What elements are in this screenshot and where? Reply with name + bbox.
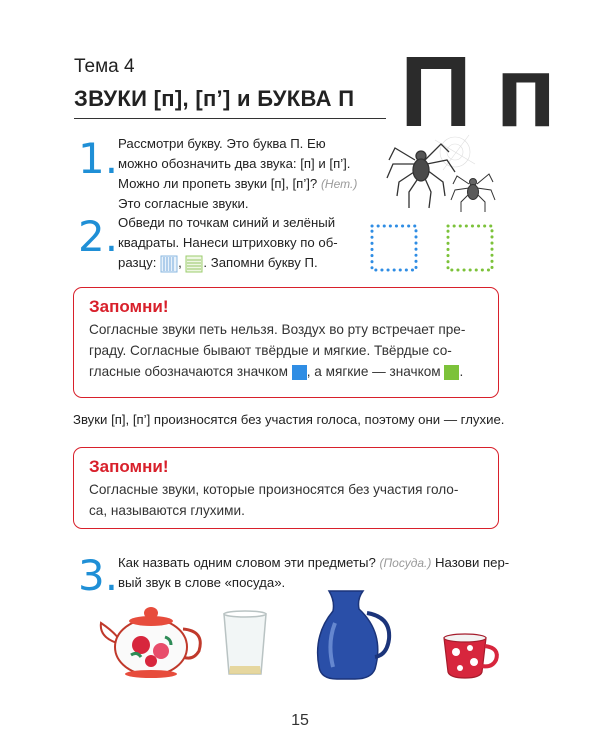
remember-2-title: Запомни! xyxy=(89,457,169,476)
remember-1-line3c: . xyxy=(459,364,464,379)
task-3-line1 xyxy=(118,553,518,573)
remember-1-line3 xyxy=(89,361,498,382)
spider-large-icon xyxy=(387,144,455,208)
task-3-line1-text: Как назвать одним словом эти предметы? xyxy=(118,555,376,570)
title-rule xyxy=(74,118,386,119)
remember-1-title: Запомни! xyxy=(89,297,169,316)
task-number-2: 2. xyxy=(78,212,119,261)
remember-1-body xyxy=(89,319,498,382)
task-3-line1-end: Назови пер- xyxy=(435,555,510,570)
task-2-line1: Обведи по точкам синий и зелёный xyxy=(118,215,336,230)
task-number-3: 3. xyxy=(78,551,119,600)
remember-1-line2: граду. Согласные бывают твёрдые и мягкие. Твёрдые со- xyxy=(89,343,452,358)
task-2-text xyxy=(118,213,368,273)
teapot-icon xyxy=(95,595,210,680)
remember-2-line1: Согласные звуки, которые произносятся без участия голо- xyxy=(89,482,459,497)
dotted-squares xyxy=(368,222,498,274)
task-1-hint: (Нет.) xyxy=(320,177,358,191)
task-1-line3-text: Можно ли пропеть звуки [п], [п’]? xyxy=(118,176,318,191)
task-2-line3: разцу: , . Запомни букву П. xyxy=(118,253,368,273)
remember-2-line2: са, называются глухими. xyxy=(89,503,245,518)
big-letters: П п xyxy=(400,36,555,148)
spiders-illustration xyxy=(385,130,520,215)
task-2-line2: квадраты. Нанеси штриховку по об- xyxy=(118,235,338,250)
soft-consonant-green-square-icon xyxy=(444,365,459,380)
dotted-green-square[interactable] xyxy=(448,226,492,270)
jug-icon xyxy=(315,583,395,683)
spider-small-icon xyxy=(451,174,495,212)
task-1-line4: Это согласные звуки. xyxy=(118,196,249,211)
task-2-line3c: Запомни букву П. xyxy=(210,255,318,270)
remember-box-1 xyxy=(73,287,499,398)
dotted-blue-square[interactable] xyxy=(372,226,416,270)
remember-2-body xyxy=(89,479,498,521)
task-1-line3 xyxy=(118,174,368,194)
glass-icon xyxy=(220,610,270,678)
remember-1-line1: Согласные звуки петь нельзя. Воздух во рту встречает пре- xyxy=(89,322,466,337)
remember-box-2 xyxy=(73,447,499,529)
task-1-text xyxy=(118,134,368,214)
task-3-hint: (Посуда.) xyxy=(379,556,432,570)
hatched-green-square-icon xyxy=(185,255,203,273)
task-3-line2: вый звук в слове «посуда». xyxy=(118,575,286,590)
remember-1-line3b: , а мягкие — значком xyxy=(306,364,441,379)
hard-consonant-blue-square-icon xyxy=(292,365,307,380)
task-1-line1: Рассмотри букву. Это буква П. Ею xyxy=(118,136,326,151)
voiceless-note: Звуки [п], [п’] произносятся без участия голоса, поэтому они — глухие. xyxy=(73,412,505,427)
task-2-line3a: разцу: xyxy=(118,255,157,270)
topic-title: ЗВУКИ [п], [п’] и БУКВА П xyxy=(74,86,355,111)
page-number: 15 xyxy=(291,712,309,729)
cup-icon xyxy=(440,630,505,682)
task-number-1: 1. xyxy=(78,134,119,183)
hatched-blue-square-icon xyxy=(160,255,178,273)
task-1-line2: можно обозначить два звука: [п] и [п’]. xyxy=(118,156,351,171)
remember-1-line3a: гласные обозначаются значком xyxy=(89,364,288,379)
topic-label: Тема 4 xyxy=(74,56,135,77)
task-2-line3b: . xyxy=(203,255,208,270)
